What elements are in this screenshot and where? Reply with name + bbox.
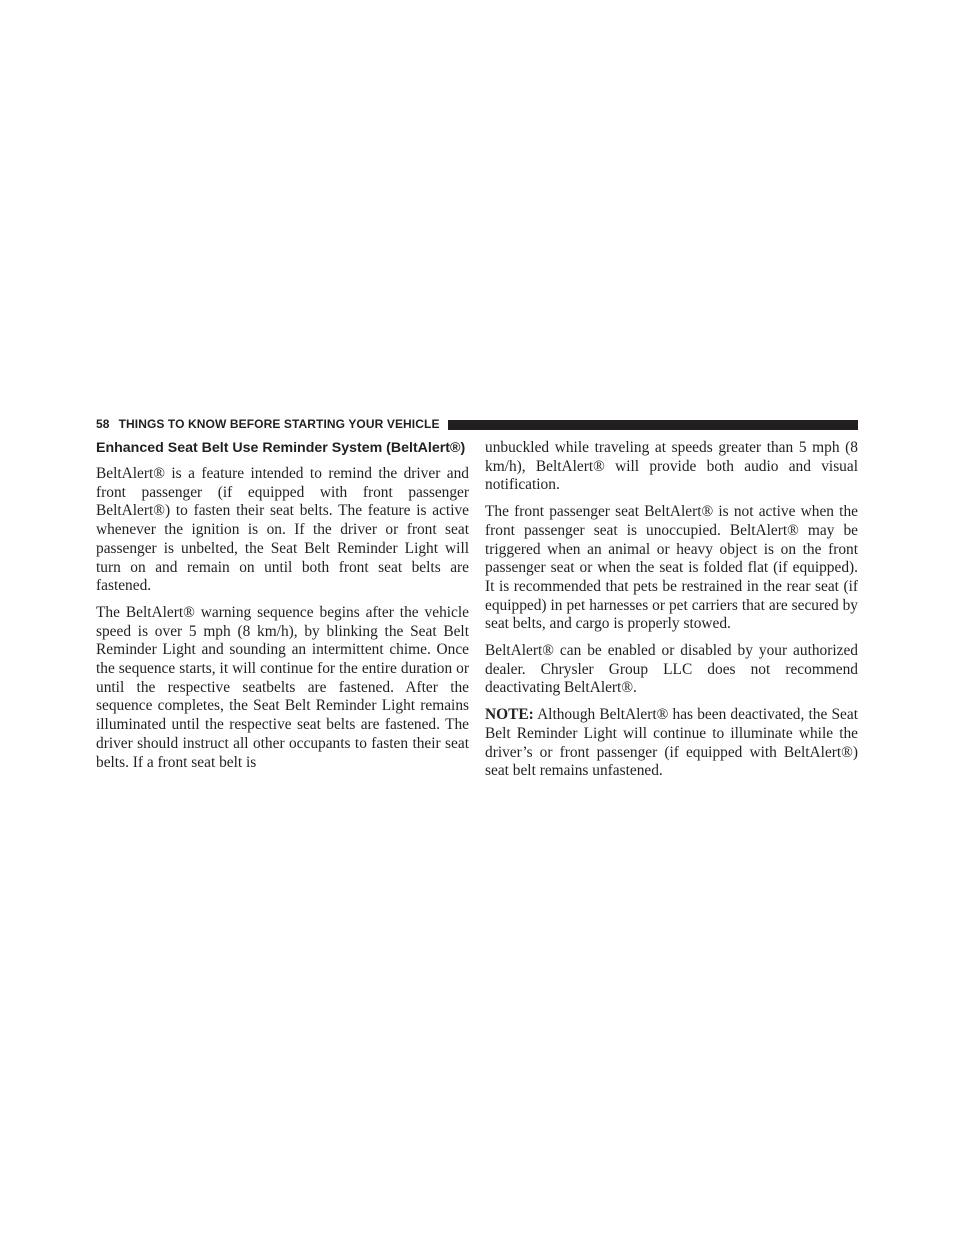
paragraph: unbuckled while traveling at speeds greater than 5 mph (8 km/h), BeltAlert® will provide both audio and visual notification. <box>485 439 858 494</box>
header-rule <box>448 420 858 430</box>
paragraph: The front passenger seat BeltAlert® is not active when the front passenger seat is unoccupied. BeltAlert® may be triggered when an animal or heavy object is on the front passenger seat or when the seat is folded flat (if equipped). It is recommended that pets be restrained in the rear seat (if equipped) in pet harnesses or pet carriers that are secured by seat belts, and cargo is properly stowed. <box>485 503 858 633</box>
note-paragraph <box>485 706 858 781</box>
note-text: Although BeltAlert® has been deactivated, the Seat Belt Reminder Light will continue to illuminate while the driver’s or front passenger (if equipped with BeltAlert®) seat belt remains unfastened. <box>485 706 858 780</box>
paragraph: BeltAlert® is a feature intended to remind the driver and front passenger (if equipped with front passenger BeltAlert®) to fasten their seat belts. The feature is active whenever the ignition is on. If the driver or front seat passenger is unbelted, the Seat Belt Reminder Light will turn on and remain on until both front seat belts are fastened. <box>96 465 469 595</box>
page-header <box>96 416 858 432</box>
left-column <box>96 439 469 780</box>
paragraph: BeltAlert® can be enabled or disabled by your authorized dealer. Chrysler Group LLC does not recommend deactivating BeltAlert®. <box>485 642 858 697</box>
section-heading: THINGS TO KNOW BEFORE STARTING YOUR VEHICLE <box>118 417 440 431</box>
page-number: 58 <box>96 417 110 431</box>
note-label: NOTE: <box>485 706 534 724</box>
right-column <box>485 439 858 789</box>
section-title: Enhanced Seat Belt Use Reminder System (BeltAlert®) <box>96 440 466 456</box>
paragraph: The BeltAlert® warning sequence begins after the vehicle speed is over 5 mph (8 km/h), by blinking the Seat Belt Reminder Light and sounding an intermittent chime. Once the sequence starts, it will continue for the entire duration or until the respective seatbelts are fastened. After the sequence completes, the Seat Belt Reminder Light remains illuminated until the respective seat belts are fastened. The driver should instruct all other occupants to fasten their seat belts. If a front seat belt is <box>96 603 469 771</box>
